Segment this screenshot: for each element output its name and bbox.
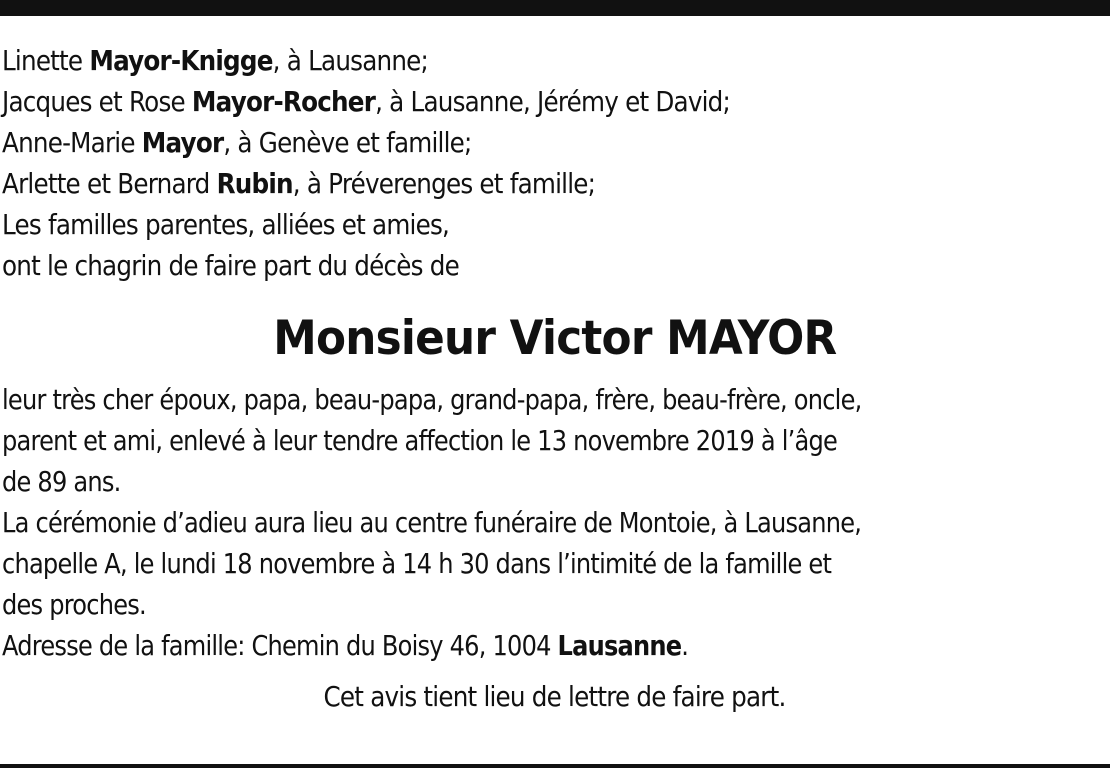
body-line: chapelle A, le lundi 18 novembre à 14 h 30 dans l’intimité de la famille et [2,547,832,580]
family-list [2,40,1108,286]
body-line: de 89 ans. [2,465,121,498]
family-line-3: Anne-Marie Mayor, à Genève et famille; [2,126,472,159]
announcement-line: ont le chagrin de faire part du décès de [2,249,459,282]
body-line: des proches. [2,588,146,621]
deceased-name: Monsieur Victor MAYOR [273,311,837,366]
family-address: Adresse de la famille: Chemin du Boisy 46, 1004 Lausanne. [2,629,689,662]
family-line-4: Arlette et Bernard Rubin, à Préverenges et famille; [2,167,596,200]
body-line: parent et ami, enlevé à leur tendre affection le 13 novembre 2019 à l’âge [2,424,838,457]
family-line-5: Les familles parentes, alliées et amies, [2,208,450,241]
top-rule [0,0,1110,16]
notice-body [2,379,1108,666]
family-line-2: Jacques et Rose Mayor-Rocher, à Lausanne, Jérémy et David; [2,85,731,118]
closing-note: Cet avis tient lieu de lettre de faire part. [323,680,787,713]
bottom-rule [0,764,1110,768]
obituary-notice [2,40,1108,718]
family-line-1: Linette Mayor-Knigge, à Lausanne; [2,44,429,77]
body-line: La cérémonie d’adieu aura lieu au centre funéraire de Montoie, à Lausanne, [2,506,862,539]
body-line: leur très cher époux, papa, beau-papa, grand-papa, frère, beau-frère, oncle, [2,383,862,416]
